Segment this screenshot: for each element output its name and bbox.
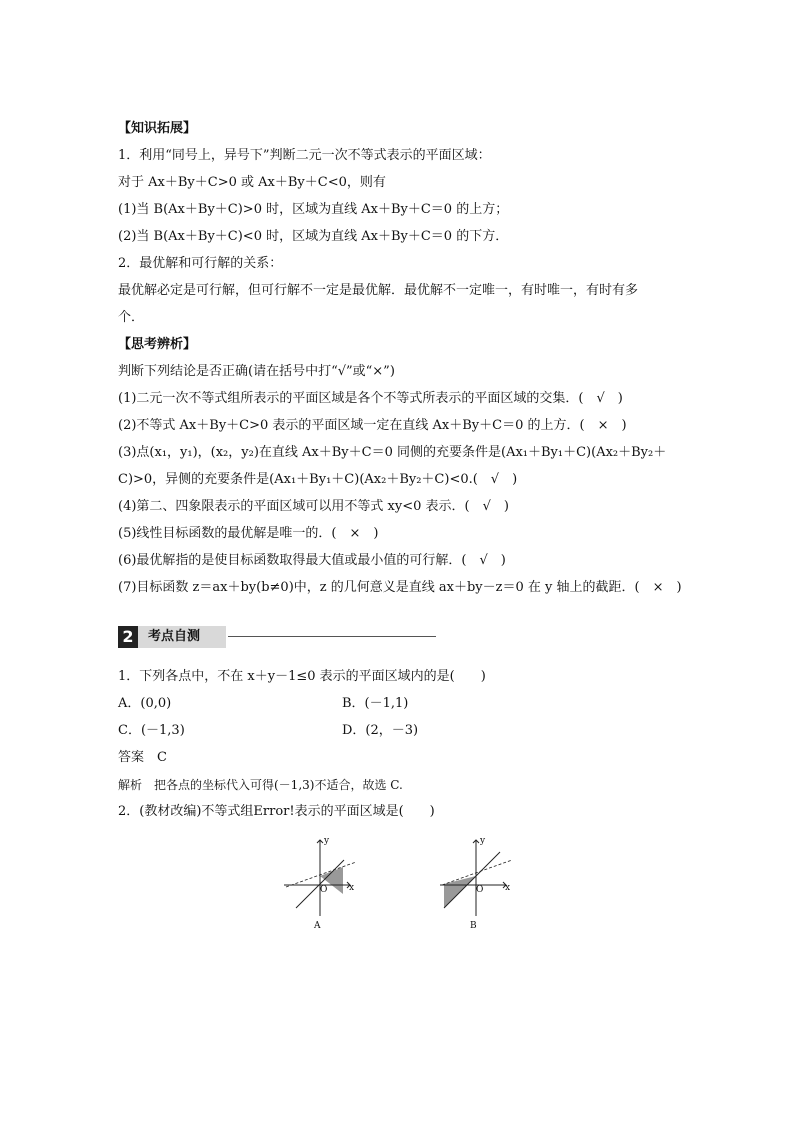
knowledge-line-3: (1)当 B(Ax＋By＋C)>0 时，区域为直线 Ax＋By＋C＝0 的上方；	[118, 202, 509, 217]
q1-option-c: C．(－1,3)	[118, 723, 185, 738]
figure-a-caption: A	[314, 921, 321, 931]
thinking-heading: 【思考辨析】	[118, 337, 197, 352]
figure-a-x-label: x	[349, 883, 355, 893]
thinking-item-3b: C)>0，异侧的充要条件是(Ax₁＋By₁＋C)(Ax₂＋By₂＋C)<0.( √ )	[118, 472, 518, 487]
figure-a-origin-label: O	[320, 885, 328, 895]
q1-stem: 1．下列各点中，不在 x＋y－1≤0 表示的平面区域内的是( )	[118, 669, 486, 684]
figure-b-caption: B	[470, 921, 477, 931]
figure-a-y-label: y	[324, 836, 330, 846]
thinking-item-6: (6)最优解指的是使目标函数取得最大值或最小值的可行解．( √ )	[118, 553, 506, 568]
thinking-intro: 判断下列结论是否正确(请在括号中打“√”或“×”)	[118, 364, 395, 379]
figure-b-y-label: y	[480, 836, 486, 846]
figure-b-origin-label: O	[476, 885, 484, 895]
thinking-item-4: (4)第二、四象限表示的平面区域可以用不等式 xy<0 表示．( √ )	[118, 499, 509, 514]
figure-a	[280, 836, 360, 936]
thinking-item-7: (7)目标函数 z＝ax＋by(b≠0)中，z 的几何意义是直线 ax＋by－z＝0 在 y 轴上的截距．( × )	[118, 580, 682, 595]
q1-answer: 答案 C	[118, 750, 167, 765]
q2-stem: 2．(教材改编)不等式组Error!表示的平面区域是( )	[118, 804, 435, 819]
q1-option-b: B．(－1,1)	[342, 696, 409, 711]
figure-b-x-label: x	[505, 883, 511, 893]
q1-options-row-1	[118, 695, 678, 713]
thinking-item-1: (1)二元一次不等式组所表示的平面区域是各个不等式所表示的平面区域的交集．( √ )	[118, 391, 623, 406]
knowledge-line-4: (2)当 B(Ax＋By＋C)<0 时，区域为直线 Ax＋By＋C＝0 的下方．	[118, 229, 509, 244]
figure-a-graph	[280, 836, 360, 918]
knowledge-heading: 【知识拓展】	[118, 121, 197, 136]
knowledge-line-1: 1．利用“同号上，异号下”判断二元一次不等式表示的平面区域：	[118, 148, 491, 163]
thinking-item-2: (2)不等式 Ax＋By＋C>0 表示的平面区域一定在直线 Ax＋By＋C＝0 的上方．( × )	[118, 418, 627, 433]
knowledge-line-5: 2．最优解和可行解的关系：	[118, 256, 283, 271]
thinking-item-5: (5)线性目标函数的最优解是唯一的．( × )	[118, 526, 379, 541]
section-divider	[228, 636, 436, 637]
thinking-item-3a: (3)点(x₁，y₁)，(x₂，y₂)在直线 Ax＋By＋C＝0 同侧的充要条件是(Ax₁＋By₁＋C)(Ax₂＋By₂＋	[118, 445, 667, 460]
q1-option-a: A．(0,0)	[118, 696, 172, 711]
knowledge-line-6: 最优解必定是可行解，但可行解不一定是最优解．最优解不一定唯一，有时唯一，有时有多	[118, 283, 639, 298]
q1-analysis: 解析 把各点的坐标代入可得(－1,3)不适合，故选 C.	[118, 778, 403, 792]
q1-options-row-2	[118, 722, 678, 740]
figure-b-graph	[436, 836, 516, 918]
section-banner	[118, 626, 436, 648]
figure-b	[436, 836, 516, 936]
section-number: 2	[118, 626, 138, 648]
knowledge-line-2: 对于 Ax＋By＋C>0 或 Ax＋By＋C<0，则有	[118, 175, 386, 190]
section-title: 考点自测	[138, 626, 226, 648]
knowledge-line-7: 个．	[118, 310, 145, 325]
q1-option-d: D．(2，－3)	[342, 723, 419, 738]
